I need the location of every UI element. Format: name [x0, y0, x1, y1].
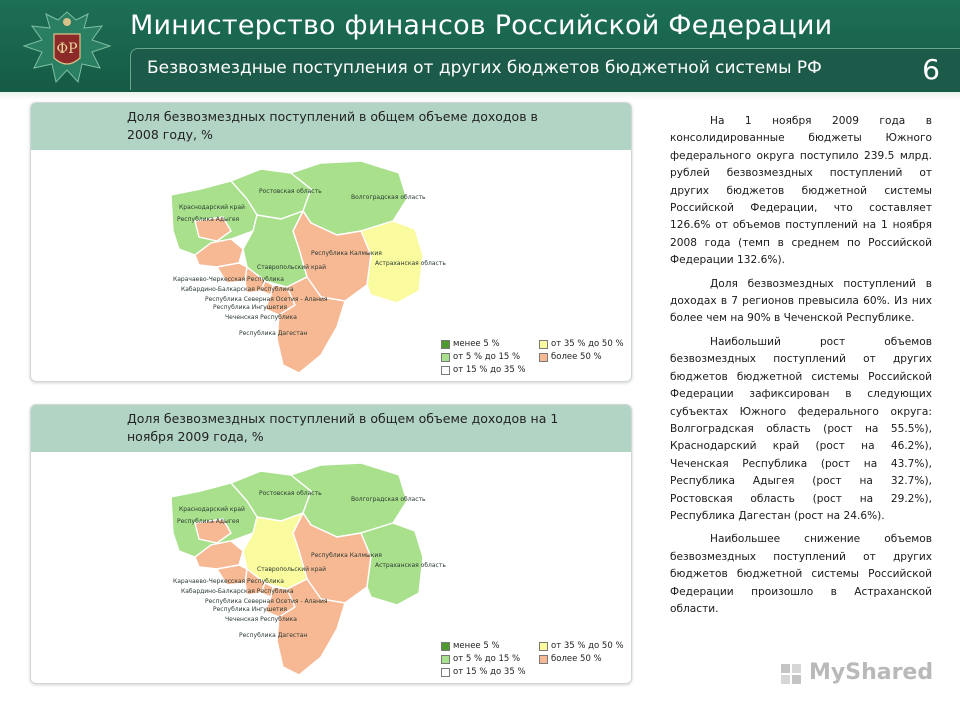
legend-item [539, 352, 602, 362]
region-label-rostov: Ростовская область [259, 490, 322, 497]
svg-text:ФР: ФР [56, 41, 78, 57]
region-label-rostov: Ростовская область [259, 188, 322, 195]
region-label-astrakhan: Астраханская область [375, 260, 446, 267]
region-label-krasnodar: Краснодарский край [179, 506, 245, 513]
legend-swatch [441, 655, 450, 664]
map-title: Доля безвозмездных поступлений в общем объеме доходов на 1 ноября 2009 года, % [127, 411, 559, 444]
legend-label: менее 5 % [453, 641, 500, 651]
map-legend [435, 641, 631, 681]
paragraph: Доля безвозмездных поступлений в доходах в 7 регионов превысила 60%. Из них более чем на 90% в Чеченской Республике. [670, 277, 932, 325]
legend-label: от 35 % до 50 % [551, 339, 624, 349]
legend-item [441, 641, 500, 651]
slide-title: Безвозмездные поступления от других бюджетов бюджетной системы РФ [147, 58, 822, 78]
legend-swatch [539, 642, 548, 651]
legend-swatch [441, 366, 450, 375]
commentary-text [670, 113, 932, 624]
legend-label: от 5 % до 15 % [453, 654, 521, 664]
region-map [161, 159, 461, 379]
slide-title-bar [130, 48, 960, 90]
legend-item [441, 365, 526, 375]
region-map [161, 461, 461, 681]
map-panel-2008 [30, 102, 632, 382]
legend-item [539, 339, 624, 349]
region-label-krasnodar: Краснодарский край [179, 204, 245, 211]
region-label-volgograd: Волгоградская область [351, 194, 426, 201]
slide-header [0, 0, 960, 92]
legend-swatch [441, 340, 450, 349]
legend-item [441, 654, 520, 664]
legend-item [539, 641, 624, 651]
region-label-ingushetia: Республика Ингушетия [213, 304, 288, 311]
paragraph: Наибольший рост объемов безвозмездных поступлений от других бюджетов бюджетной системы Российской Федерации зафиксирован в следующих субъектах Южного федерального округа: Волгоградская область (рост на 55.5%), Краснодарский край (рост на 46.2%), Чеченская Республика (рост на 43.7%), Республика Адыгея (рост на 32.7%), Ростовская область (рост на 29.2%), Республика Дагестан (рост на 24.6%). [670, 335, 932, 522]
header-divider [0, 92, 960, 100]
paragraph: Наибольшее снижение объемов безвозмездных поступлений от других бюджетов бюджетной системы Российской Федерации произошло в Астраханской области. [670, 533, 932, 615]
watermark-text: MyShared [809, 660, 934, 685]
legend-label: от 15 % до 35 % [453, 667, 526, 677]
region-label-kalmykia: Республика Калмыкия [311, 552, 382, 559]
region-label-volgograd: Волгоградская область [351, 496, 426, 503]
region-label-chechnya: Чеченская Республика [225, 314, 297, 321]
region-label-north-ossetia: Республика Северная Осетия - Алания [205, 598, 328, 605]
region-label-dagestan: Республика Дагестан [239, 330, 308, 337]
region-map-svg [161, 159, 461, 379]
legend-label: от 15 % до 35 % [453, 365, 526, 375]
region-label-dagestan: Республика Дагестан [239, 632, 308, 639]
legend-item [539, 654, 602, 664]
region-label-adygea: Республика Адыгея [177, 216, 240, 223]
region-label-chechnya: Чеченская Республика [225, 616, 297, 623]
legend-swatch [539, 655, 548, 664]
map-panel-header [31, 405, 631, 452]
legend-label: более 50 % [551, 654, 602, 664]
legend-swatch [441, 353, 450, 362]
slide-number: 6 [922, 53, 940, 86]
region-label-adygea: Республика Адыгея [177, 518, 240, 525]
region-map-svg [161, 461, 461, 681]
legend-label: менее 5 % [453, 339, 500, 349]
ministry-title: Министерство финансов Российской Федерации [130, 10, 833, 41]
region-label-kbr: Кабардино-Балкарская Республика [181, 588, 294, 595]
map-title: Доля безвозмездных поступлений в общем объеме доходов в 2008 году, % [127, 109, 538, 142]
region-label-kalmykia: Республика Калмыкия [311, 250, 382, 257]
legend-item [441, 352, 520, 362]
ministry-emblem-icon [18, 6, 116, 90]
watermark-logo-icon [779, 662, 803, 686]
map-panel-header [31, 103, 631, 150]
legend-item [441, 339, 500, 349]
map-panel-2009 [30, 404, 632, 684]
legend-label: от 5 % до 15 % [453, 352, 521, 362]
region-label-north-ossetia: Республика Северная Осетия - Алания [205, 296, 328, 303]
legend-swatch [539, 353, 548, 362]
legend-label: от 35 % до 50 % [551, 641, 624, 651]
legend-label: более 50 % [551, 352, 602, 362]
legend-item [441, 667, 526, 677]
legend-swatch [441, 668, 450, 677]
region-label-stavropol: Ставропольский край [257, 566, 326, 573]
region-label-kchr: Карачаево-Черкесская Республика [173, 276, 284, 283]
legend-swatch [539, 340, 548, 349]
region-label-ingushetia: Республика Ингушетия [213, 606, 288, 613]
map-legend [435, 339, 631, 379]
region-label-astrakhan: Астраханская область [375, 562, 446, 569]
region-label-kchr: Карачаево-Черкесская Республика [173, 578, 284, 585]
legend-swatch [441, 642, 450, 651]
region-label-kbr: Кабардино-Балкарская Республика [181, 286, 294, 293]
watermark [773, 656, 933, 692]
paragraph: На 1 ноября 2009 года в консолидированные бюджеты Южного федерального округа поступило 239.5 млрд. рублей безвозмездных поступлений от других бюджетов бюджетной системы Российской Федерации, что составляет 126.6% от объемов поступлений на 1 ноября 2008 года (темп в среднем по Российской Федерации 132.6%). [670, 115, 932, 267]
region-label-stavropol: Ставропольский край [257, 264, 326, 271]
